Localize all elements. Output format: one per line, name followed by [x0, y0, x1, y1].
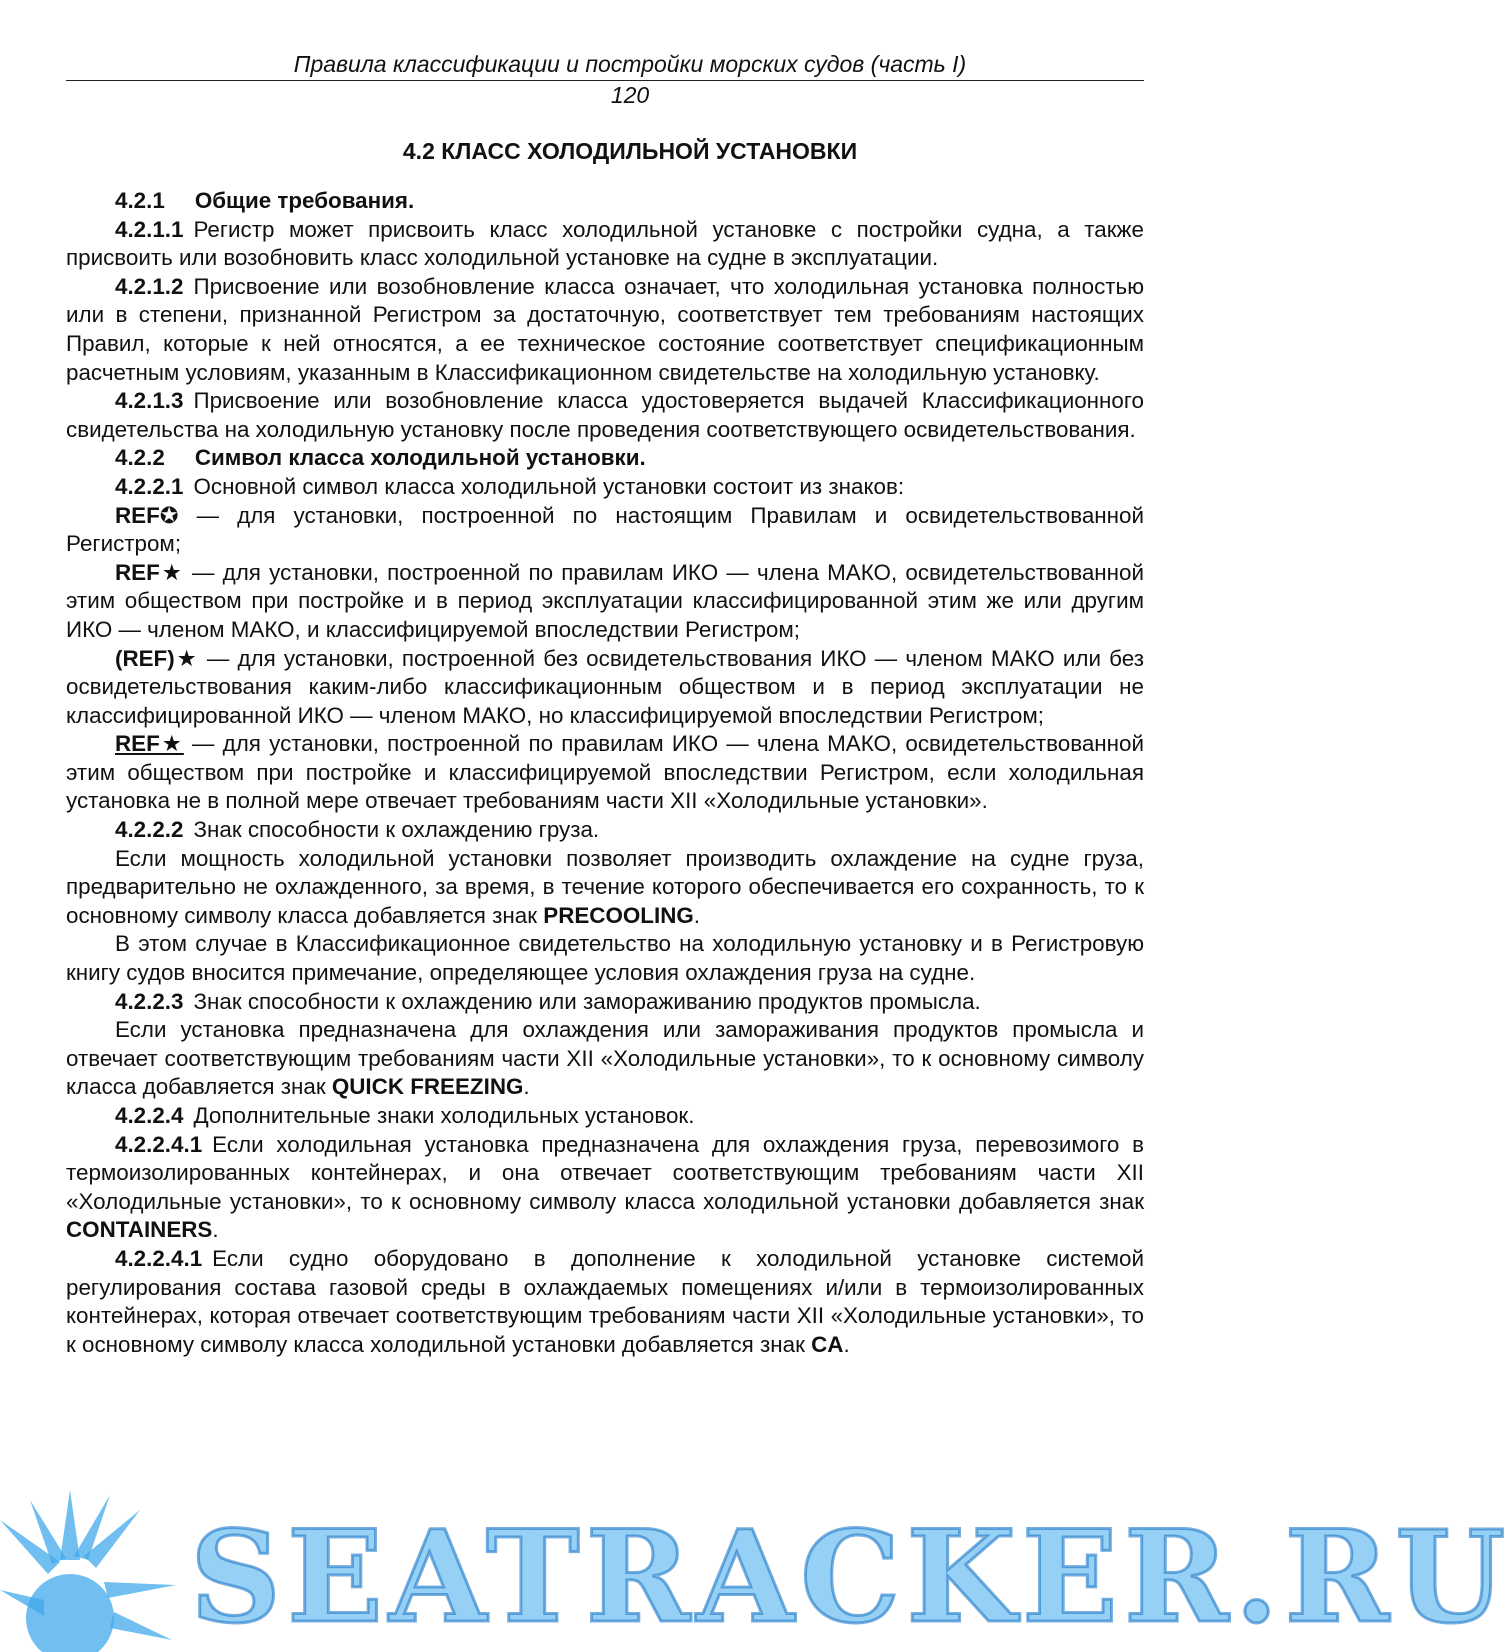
- mark-quick-freezing: QUICK FREEZING: [331, 1074, 524, 1100]
- paragraph-precooling-note: В этом случае в Классификационное свидетельство на холодильную установку и в Регистровую книгу судов вносится примечание, определяющее условия охлаждения груза на судне.: [66, 931, 1144, 986]
- paragraph-precooling: Если мощность холодильной установки позволяет производить охлаждение на судне груза, предварительно не охлажденного, за время, в течение которого обеспечивается его сохранность, то к основному символу класса добавляется знак PRECOOLING.: [66, 845, 1144, 928]
- class-symbol-ref-underlined-star: REF★ — для установки, построенной по правилам ИКО — члена МАКО, освидетельствованной этим обществом при постройке и классифицируемой впоследствии Регистром, если холодильная установка не в полной мере отвечает требованиям части XII «Холодильные установки».: [66, 731, 1144, 814]
- watermark-text: SEATRACKER.RU: [190, 1503, 1511, 1651]
- class-symbol-ref-star: REF★ — для установки, построенной по правилам ИКО — члена МАКО, освидетельствованной этим обществом при постройке и в период эксплуатации классифицированной этим же или другим ИКО — членом МАКО, и классифицируемой впоследствии Регистром;: [66, 559, 1144, 642]
- mark-containers: CONTAINERS: [66, 1217, 213, 1243]
- paragraph-4-2-2-1: 4.2.2.1 Основной символ класса холодильной установки состоит из знаков:: [115, 473, 905, 499]
- document-page: [66, 50, 1144, 1359]
- page-number: 120: [610, 82, 650, 108]
- paragraph-4-2-2-2: 4.2.2.2 Знак способности к охлаждению груза.: [115, 817, 600, 843]
- paragraph-4-2-2-4-1-ca: 4.2.2.4.1 Если судно оборудовано в дополнение к холодильной установке системой регулирования состава газовой среды в охлаждаемых помещениях и/или в термоизолированных контейнерах, которая отвечает соответствующим требованиям части XII «Холодильные установки», то к основному символу класса холодильной установки добавляется знак CA.: [66, 1245, 1144, 1357]
- paragraph-quick-freezing: Если установка предназначена для охлаждения или замораживания продуктов промысла и отвечает соответствующим требованиям части XII «Холодильные установки», то к основному символу класса добавляется знак QUICK FREEZING.: [66, 1017, 1144, 1100]
- paragraph-4-2-1-1: 4.2.1.1 Регистр может присвоить класс холодильной установке с постройки судна, а также присвоить или возобновить класс холодильной установке на судне в эксплуатации.: [66, 216, 1144, 271]
- heading-4-2-2: 4.2.2 Символ класса холодильной установки.: [115, 445, 646, 471]
- paragraph-4-2-2-4-1-containers: 4.2.2.4.1 Если холодильная установка предназначена для охлаждения груза, перевозимого в термоизолированных контейнерах, и она отвечает соответствующим требованиям части XII «Холодильные установки», то к основному символу класса холодильной установки добавляется знак CONTAINERS.: [66, 1131, 1144, 1243]
- class-symbol-ref-parenthesized: (REF)★ — для установки, построенной без освидетельствования ИКО — членом МАКО или без освидетельствования каким-либо классификационным обществом и в период эксплуатации не классифицированной ИКО — членом МАКО, но классифицируемой впоследствии Регистром;: [66, 645, 1144, 728]
- class-symbol-ref-circle-star: REF✪ — для установки, построенной по настоящим Правилам и освидетельствованной Регистром;: [66, 502, 1144, 557]
- paragraph-4-2-1-2: 4.2.1.2 Присвоение или возобновление класса означает, что холодильная установка полностью или в степени, признанной Регистром за достаточную, соответствует тем требованиям настоящих Правил, которые к ней относятся, а ее техническое состояние соответствует спецификационным расчетным условиям, указанным в Классификационном свидетельстве на холодильную установку.: [66, 273, 1144, 385]
- running-title: Правила классификации и постройки морских судов (часть I): [293, 51, 967, 77]
- mark-ca: CA: [811, 1331, 844, 1357]
- paragraph-4-2-2-4: 4.2.2.4 Дополнительные знаки холодильных установок.: [115, 1103, 695, 1128]
- paragraph-4-2-1-3: 4.2.1.3 Присвоение или возобновление класса удостоверяется выдачей Классификационного свидетельства на холодильную установку после проведения соответствующего освидетельствования.: [66, 388, 1144, 442]
- mark-precooling: PRECOOLING: [543, 902, 694, 928]
- heading-4-2-1: 4.2.1 Общие требования.: [115, 188, 415, 213]
- paragraph-4-2-2-3: 4.2.2.3 Знак способности к охлаждению или замораживанию продуктов промысла.: [115, 988, 981, 1014]
- section-title: 4.2 КЛАСС ХОЛОДИЛЬНОЙ УСТАНОВКИ: [402, 138, 858, 164]
